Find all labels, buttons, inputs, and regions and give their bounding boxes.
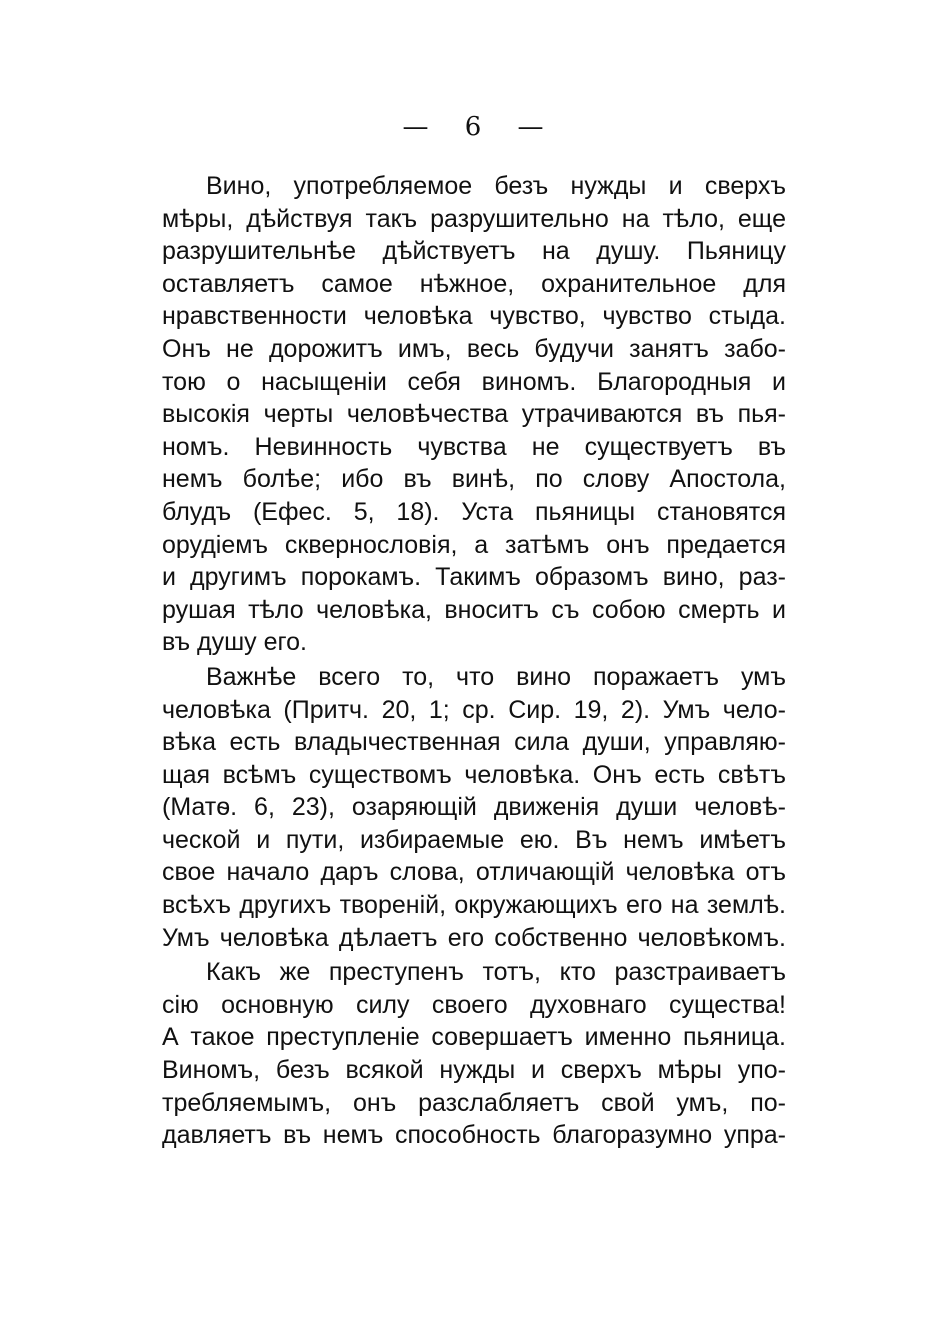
body-text (162, 170, 786, 1152)
text-line: Умъ человѣка дѣлаетъ его собственно человѣкомъ. (162, 923, 786, 952)
text-line: человѣка (Притч. 20, 1; ср. Сир. 19, 2). Умъ чело- (162, 695, 786, 724)
text-line: въ душу его. (162, 628, 307, 657)
text-line: вѣка есть владычественная сила души, управляю- (162, 728, 786, 757)
text-line: блудъ (Ефес. 5, 18). Уста пьяницы становятся (162, 497, 786, 526)
text-line: давляетъ въ немъ способность благоразумно упра- (162, 1121, 786, 1150)
text-line: немъ болѣе; ибо въ винѣ, по слову Апостола, (162, 465, 786, 494)
text-line: оставляетъ самое нѣжное, охранительное для (162, 269, 786, 298)
text-line: щая всѣмъ существомъ человѣка. Онъ есть свѣтъ (162, 760, 786, 789)
text-line: Виномъ, безъ всякой нужды и сверхъ мѣры упо- (162, 1056, 786, 1085)
text-line: Онъ не дорожитъ имъ, весь будучи занятъ забо- (162, 334, 786, 363)
text-line: свое начало даръ слова, отличающій человѣка отъ (162, 858, 786, 887)
text-line: мѣры, дѣйствуя такъ разрушительно на тѣло, еще (162, 204, 786, 233)
text-line: нравственности человѣка чувство, чувство стыда. (162, 302, 786, 331)
page-number: — 6 — (402, 112, 558, 142)
text-line: Важнѣе всего то, что вино поражаетъ умъ (206, 662, 786, 691)
text-line: номъ. Невинность чувства не существуетъ въ (162, 432, 786, 461)
text-line: Вино, употребляемое безъ нужды и сверхъ (206, 172, 786, 200)
text-line: сію основную силу своего духовнаго существа! (162, 990, 786, 1019)
text-line: А такое преступленіе совершаетъ именно пьяница. (162, 1023, 786, 1052)
text-line: (Матѳ. 6, 23), озаряющій движенія души человѣ- (162, 793, 786, 822)
text-line: всѣхъ другихъ твореній, окружающихъ его на землѣ. (162, 891, 786, 920)
text-line: требляемымъ, онъ разслабляетъ свой умъ, по- (162, 1088, 786, 1117)
text-line: ческой и пути, избираемые ею. Въ немъ имѣетъ (162, 825, 786, 854)
text-line: высокія черты человѣчества утрачиваются въ пья- (162, 400, 786, 429)
text-line: рушая тѣло человѣка, вноситъ съ собою смерть и (162, 595, 786, 624)
text-line: Какъ же преступенъ тотъ, кто разстраиваетъ (206, 958, 786, 987)
text-line: тою о насыщеніи себя виномъ. Благородныя и (162, 367, 786, 396)
paragraph-3 (162, 956, 786, 1152)
text-line: орудіемъ сквернословія, а затѣмъ онъ предается (162, 530, 786, 559)
paragraph-2 (162, 661, 786, 954)
text-line: и другимъ порокамъ. Такимъ образомъ вино, раз- (162, 563, 786, 592)
text-line: разрушительнѣе дѣйствуетъ на душу. Пьяницу (162, 237, 786, 266)
paragraph-1 (162, 170, 786, 659)
